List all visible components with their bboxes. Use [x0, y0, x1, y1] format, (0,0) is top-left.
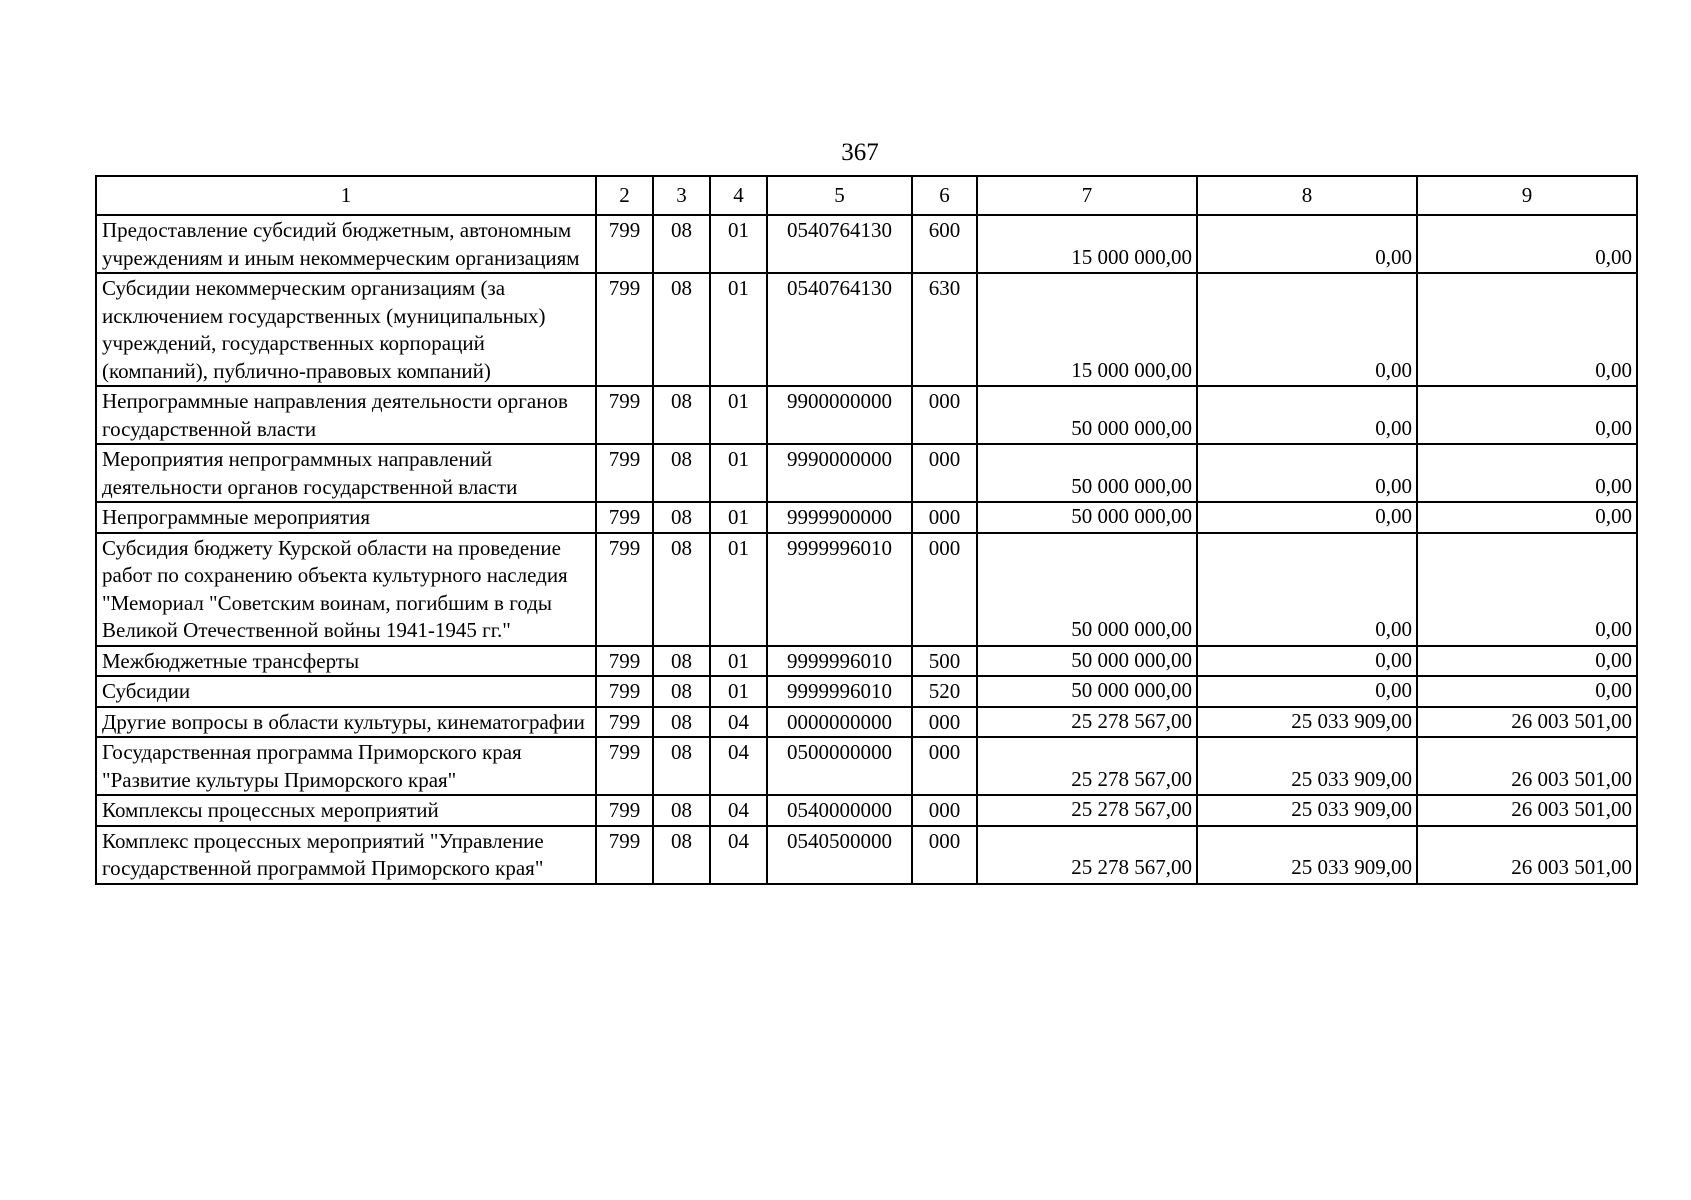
table-row	[96, 737, 1637, 795]
row-code-cell: 000	[912, 707, 977, 738]
row-code-cell: 799	[596, 826, 653, 884]
column-header: 1	[96, 176, 596, 215]
table-row	[96, 215, 1637, 273]
row-code-cell: 000	[912, 533, 977, 646]
row-amount-cell: 26 003 501,00	[1417, 795, 1637, 826]
row-code-cell: 01	[710, 533, 767, 646]
row-code-cell: 0500000000	[767, 737, 912, 795]
row-amount-cell: 26 003 501,00	[1417, 737, 1637, 795]
row-code-cell: 9999996010	[767, 676, 912, 707]
row-name-cell: Предоставление субсидий бюджетным, автономным учреждениям и иным некоммерческим организациям	[96, 215, 596, 273]
row-code-cell: 01	[710, 215, 767, 273]
row-code-cell: 520	[912, 676, 977, 707]
row-code-cell: 08	[653, 502, 710, 533]
row-amount-cell: 0,00	[1197, 386, 1417, 444]
row-code-cell: 04	[710, 707, 767, 738]
row-code-cell: 08	[653, 444, 710, 502]
row-name-cell: Непрограммные мероприятия	[96, 502, 596, 533]
row-code-cell: 0540000000	[767, 795, 912, 826]
column-header: 9	[1417, 176, 1637, 215]
row-code-cell: 000	[912, 795, 977, 826]
row-amount-cell: 25 278 567,00	[977, 795, 1197, 826]
row-name-cell: Субсидия бюджету Курской области на проведение работ по сохранению объекта культурного наследия "Мемориал "Советским воинам, погибшим в годы Великой Отечественной войны 1941-1945 гг."	[96, 533, 596, 646]
row-name-cell: Межбюджетные трансферты	[96, 646, 596, 677]
column-header: 6	[912, 176, 977, 215]
row-name-cell: Комплекс процессных мероприятий "Управление государственной программой Приморского края"	[96, 826, 596, 884]
row-code-cell: 08	[653, 533, 710, 646]
budget-table	[95, 175, 1638, 885]
row-code-cell: 08	[653, 215, 710, 273]
row-amount-cell: 25 033 909,00	[1197, 795, 1417, 826]
row-amount-cell: 50 000 000,00	[977, 646, 1197, 677]
row-amount-cell: 25 278 567,00	[977, 737, 1197, 795]
row-amount-cell: 0,00	[1417, 386, 1637, 444]
row-code-cell: 01	[710, 273, 767, 386]
row-code-cell: 9900000000	[767, 386, 912, 444]
row-code-cell: 01	[710, 444, 767, 502]
row-name-cell: Другие вопросы в области культуры, кинематографии	[96, 707, 596, 738]
row-code-cell: 799	[596, 707, 653, 738]
row-amount-cell: 26 003 501,00	[1417, 707, 1637, 738]
row-code-cell: 08	[653, 826, 710, 884]
row-code-cell: 799	[596, 502, 653, 533]
row-code-cell: 799	[596, 646, 653, 677]
row-amount-cell: 25 278 567,00	[977, 707, 1197, 738]
row-code-cell: 799	[596, 795, 653, 826]
table-row	[96, 826, 1637, 884]
row-amount-cell: 25 033 909,00	[1197, 737, 1417, 795]
row-name-cell: Комплексы процессных мероприятий	[96, 795, 596, 826]
table-row	[96, 533, 1637, 646]
column-header: 2	[596, 176, 653, 215]
row-code-cell: 04	[710, 737, 767, 795]
column-header: 5	[767, 176, 912, 215]
row-amount-cell: 0,00	[1417, 273, 1637, 386]
row-code-cell: 630	[912, 273, 977, 386]
row-code-cell: 9999900000	[767, 502, 912, 533]
row-code-cell: 000	[912, 737, 977, 795]
row-amount-cell: 50 000 000,00	[977, 444, 1197, 502]
row-amount-cell: 0,00	[1417, 646, 1637, 677]
row-amount-cell: 0,00	[1197, 533, 1417, 646]
row-code-cell: 0540764130	[767, 215, 912, 273]
column-header: 4	[710, 176, 767, 215]
table-row	[96, 502, 1637, 533]
row-code-cell: 000	[912, 502, 977, 533]
row-code-cell: 08	[653, 707, 710, 738]
row-amount-cell: 50 000 000,00	[977, 533, 1197, 646]
table-row	[96, 795, 1637, 826]
row-code-cell: 000	[912, 826, 977, 884]
row-code-cell: 9999996010	[767, 646, 912, 677]
row-amount-cell: 0,00	[1197, 646, 1417, 677]
column-header: 3	[653, 176, 710, 215]
row-amount-cell: 0,00	[1197, 444, 1417, 502]
row-code-cell: 9990000000	[767, 444, 912, 502]
row-code-cell: 000	[912, 444, 977, 502]
row-code-cell: 9999996010	[767, 533, 912, 646]
row-code-cell: 08	[653, 646, 710, 677]
row-amount-cell: 15 000 000,00	[977, 215, 1197, 273]
row-code-cell: 04	[710, 795, 767, 826]
table-row	[96, 273, 1637, 386]
row-code-cell: 500	[912, 646, 977, 677]
row-amount-cell: 0,00	[1417, 215, 1637, 273]
row-code-cell: 04	[710, 826, 767, 884]
row-amount-cell: 0,00	[1417, 502, 1637, 533]
row-amount-cell: 50 000 000,00	[977, 386, 1197, 444]
row-amount-cell: 0,00	[1417, 676, 1637, 707]
row-code-cell: 000	[912, 386, 977, 444]
row-name-cell: Непрограммные направления деятельности органов государственной власти	[96, 386, 596, 444]
row-amount-cell: 0,00	[1417, 533, 1637, 646]
row-code-cell: 0540764130	[767, 273, 912, 386]
row-code-cell: 08	[653, 737, 710, 795]
row-code-cell: 08	[653, 273, 710, 386]
row-amount-cell: 0,00	[1197, 502, 1417, 533]
row-code-cell: 799	[596, 533, 653, 646]
row-code-cell: 08	[653, 676, 710, 707]
row-code-cell: 799	[596, 676, 653, 707]
row-code-cell: 799	[596, 444, 653, 502]
row-code-cell: 08	[653, 386, 710, 444]
row-code-cell: 0540500000	[767, 826, 912, 884]
column-header: 8	[1197, 176, 1417, 215]
table-row	[96, 444, 1637, 502]
row-amount-cell: 0,00	[1197, 273, 1417, 386]
table-row	[96, 386, 1637, 444]
row-amount-cell: 15 000 000,00	[977, 273, 1197, 386]
row-amount-cell: 50 000 000,00	[977, 676, 1197, 707]
row-amount-cell: 25 278 567,00	[977, 826, 1197, 884]
header-row	[96, 176, 1637, 215]
row-code-cell: 01	[710, 646, 767, 677]
row-amount-cell: 25 033 909,00	[1197, 707, 1417, 738]
row-code-cell: 799	[596, 273, 653, 386]
row-amount-cell: 50 000 000,00	[977, 502, 1197, 533]
row-code-cell: 01	[710, 386, 767, 444]
column-header: 7	[977, 176, 1197, 215]
row-code-cell: 799	[596, 215, 653, 273]
row-code-cell: 0000000000	[767, 707, 912, 738]
row-code-cell: 600	[912, 215, 977, 273]
row-name-cell: Государственная программа Приморского края "Развитие культуры Приморского края"	[96, 737, 596, 795]
table-row	[96, 707, 1637, 738]
row-code-cell: 08	[653, 795, 710, 826]
row-amount-cell: 26 003 501,00	[1417, 826, 1637, 884]
table-row	[96, 676, 1637, 707]
row-name-cell: Субсидии некоммерческим организациям (за исключением государственных (муниципальных) учреждений, государственных корпораций (компаний), публично-правовых компаний)	[96, 273, 596, 386]
page-number: 367	[841, 139, 879, 166]
row-name-cell: Субсидии	[96, 676, 596, 707]
row-code-cell: 01	[710, 502, 767, 533]
row-name-cell: Мероприятия непрограммных направлений деятельности органов государственной власти	[96, 444, 596, 502]
table-row	[96, 646, 1637, 677]
row-code-cell: 01	[710, 676, 767, 707]
row-amount-cell: 0,00	[1197, 676, 1417, 707]
row-code-cell: 799	[596, 737, 653, 795]
row-amount-cell: 0,00	[1197, 215, 1417, 273]
row-amount-cell: 0,00	[1417, 444, 1637, 502]
row-amount-cell: 25 033 909,00	[1197, 826, 1417, 884]
row-code-cell: 799	[596, 386, 653, 444]
